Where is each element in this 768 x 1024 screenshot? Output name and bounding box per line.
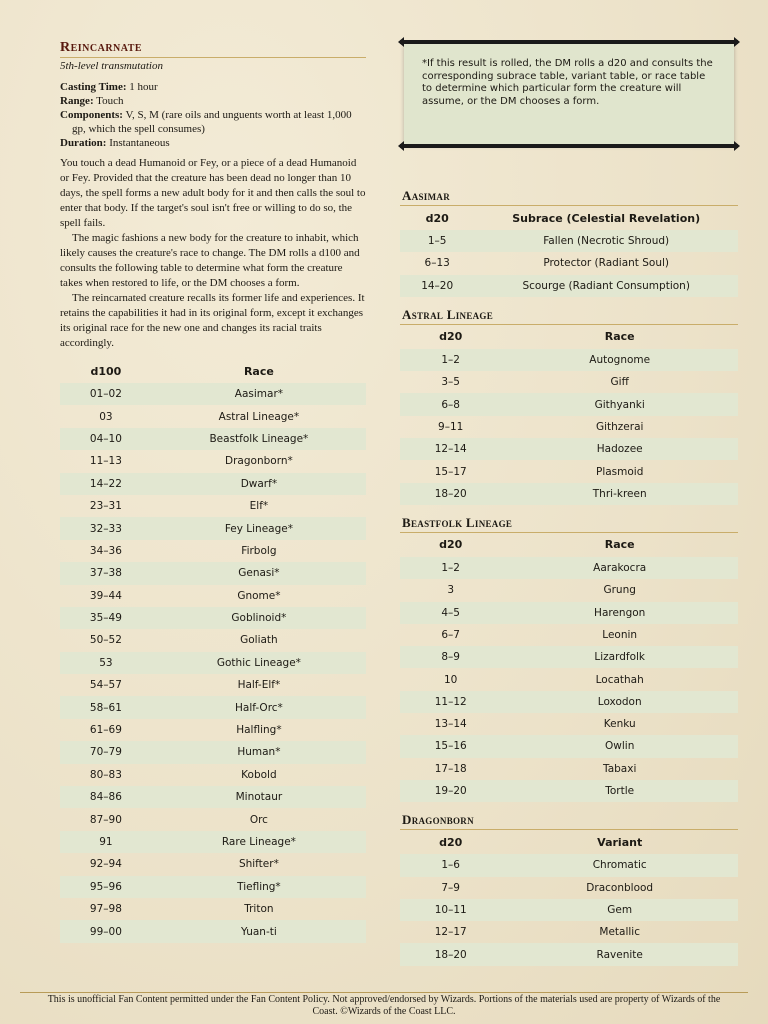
roll-range-cell: 4–5 bbox=[400, 602, 501, 624]
duration: Duration: Instantaneous bbox=[60, 137, 170, 149]
roll-range-cell: 50–52 bbox=[89, 634, 122, 647]
table-row bbox=[400, 230, 738, 252]
spell-paragraph-1: You touch a dead Humanoid or Fey, or a piece of a dead Humanoid or Fey. Provided that the creature has been dead no longer than 10 days, the spell forms a new adult body for it and then calls the soul to enter that body. If the target's soul isn't free or willing to do so, the spell fails. bbox=[60, 157, 366, 229]
roll-range-cell: 10 bbox=[444, 673, 458, 686]
table-row bbox=[400, 438, 738, 460]
result-cell: Human* bbox=[152, 741, 366, 763]
reincarnate-race-table bbox=[60, 359, 366, 943]
table-row bbox=[60, 853, 366, 875]
roll-range-cell: 18–20 bbox=[400, 943, 501, 965]
beastfolk-lineage-table bbox=[400, 533, 738, 802]
result-cell: Orc bbox=[249, 813, 268, 826]
dragonborn-table bbox=[400, 830, 738, 965]
roll-range-cell: 6–13 bbox=[424, 257, 450, 270]
table-row bbox=[400, 349, 738, 371]
roll-range-cell: 32–33 bbox=[60, 517, 152, 539]
roll-range-cell: 12–17 bbox=[434, 926, 467, 939]
table-row bbox=[60, 517, 366, 539]
table-header: d20 bbox=[439, 835, 463, 849]
result-cell: Thri-kreen bbox=[501, 483, 738, 505]
spell-paragraph-2: The magic fashions a new body for the creature to inhabit, which likely causes the creature's race to change. The DM rolls a d100 and consults the following table to determine what form the creature takes when restored to life, or the DM chooses a form. bbox=[60, 232, 360, 289]
roll-range-cell: 54–57 bbox=[89, 679, 122, 692]
table-row bbox=[60, 719, 366, 741]
result-cell: Protector (Radiant Soul) bbox=[543, 257, 670, 270]
roll-range-cell: 10–11 bbox=[400, 899, 501, 921]
result-cell: Githzerai bbox=[595, 420, 644, 433]
result-cell: Gnome* bbox=[237, 589, 281, 602]
result-cell: Triton bbox=[244, 903, 274, 916]
table-header: Race bbox=[604, 538, 635, 552]
table-row bbox=[400, 899, 738, 921]
table-header: Race bbox=[243, 364, 274, 378]
roll-range-cell: 12–14 bbox=[400, 438, 501, 460]
result-cell: Tiefling* bbox=[152, 876, 366, 898]
roll-range-cell: 13–14 bbox=[434, 718, 467, 731]
table-row bbox=[400, 758, 738, 780]
table-row bbox=[400, 780, 738, 802]
roll-range-cell: 17–18 bbox=[434, 762, 467, 775]
roll-range-cell: 35–49 bbox=[60, 607, 152, 629]
result-cell: Dragonborn* bbox=[225, 455, 293, 468]
result-cell: Grung bbox=[603, 584, 636, 597]
note-bottom-rule bbox=[400, 144, 738, 148]
roll-range-cell: 1–6 bbox=[400, 854, 501, 876]
aasimar-heading: Aasimar bbox=[400, 188, 738, 206]
result-cell: Giff bbox=[610, 376, 629, 389]
table-row bbox=[400, 646, 738, 668]
astral-lineage-heading: Astral Lineage bbox=[400, 307, 738, 325]
astral-lineage-table bbox=[400, 325, 738, 505]
roll-range-cell: 03 bbox=[99, 410, 113, 423]
table-row bbox=[400, 252, 738, 274]
table-row bbox=[60, 898, 366, 920]
table-row bbox=[400, 483, 738, 505]
roll-range-cell: 1–5 bbox=[400, 230, 474, 252]
roll-range-cell: 23–31 bbox=[89, 500, 122, 513]
roll-range-cell: 84–86 bbox=[60, 786, 152, 808]
result-cell: Aasimar* bbox=[152, 383, 366, 405]
table-row bbox=[400, 668, 738, 690]
result-cell: Draconblood bbox=[586, 881, 654, 894]
roll-range-cell: 7–9 bbox=[441, 881, 460, 894]
roll-range-cell: 8–9 bbox=[400, 646, 501, 668]
result-cell: Kobold bbox=[241, 768, 277, 781]
roll-range-cell: 3 bbox=[447, 584, 455, 597]
roll-range-cell: 11–12 bbox=[400, 691, 501, 713]
spell-title: Reincarnate bbox=[60, 40, 366, 58]
table-row bbox=[400, 624, 738, 646]
roll-range-cell: 01–02 bbox=[60, 383, 152, 405]
result-cell: Tortle bbox=[501, 780, 738, 802]
result-cell: Hadozee bbox=[501, 438, 738, 460]
roll-range-cell: 92–94 bbox=[89, 858, 122, 871]
table-header: Subrace (Celestial Revelation) bbox=[512, 211, 701, 225]
roll-range-cell: 39–44 bbox=[89, 589, 122, 602]
result-cell: Half-Orc* bbox=[152, 696, 366, 718]
casting-time: Casting Time: 1 hour bbox=[60, 81, 158, 93]
table-row bbox=[400, 602, 738, 624]
table-row bbox=[60, 495, 366, 517]
table-row bbox=[400, 579, 738, 601]
roll-range-cell: 19–20 bbox=[400, 780, 501, 802]
roll-range-cell: 91 bbox=[60, 831, 152, 853]
table-row bbox=[400, 393, 738, 415]
roll-range-cell: 34–36 bbox=[89, 544, 122, 557]
roll-range-cell: 9–11 bbox=[438, 420, 464, 433]
result-cell: Owlin bbox=[501, 735, 738, 757]
roll-range-cell: 3–5 bbox=[441, 376, 460, 389]
beastfolk-lineage-heading: Beastfolk Lineage bbox=[400, 515, 738, 533]
roll-range-cell: 6–8 bbox=[400, 393, 501, 415]
result-cell: Firbolg bbox=[241, 544, 277, 557]
result-cell: Shifter* bbox=[238, 858, 279, 871]
table-header: Race bbox=[604, 330, 635, 344]
table-row bbox=[60, 540, 366, 562]
table-row bbox=[60, 405, 366, 427]
note-box bbox=[400, 40, 738, 152]
table-row bbox=[400, 460, 738, 482]
table-row bbox=[60, 831, 366, 853]
table-row bbox=[400, 735, 738, 757]
table-header: d20 bbox=[439, 330, 463, 344]
table-row bbox=[60, 562, 366, 584]
result-cell: Scourge (Radiant Consumption) bbox=[474, 275, 738, 297]
result-cell: Rare Lineage* bbox=[152, 831, 366, 853]
result-cell: Yuan-ti bbox=[152, 920, 366, 942]
roll-range-cell: 58–61 bbox=[60, 696, 152, 718]
range: Range: Touch bbox=[60, 95, 124, 107]
result-cell: Fallen (Necrotic Shroud) bbox=[474, 230, 738, 252]
roll-range-cell: 15–17 bbox=[434, 465, 467, 478]
result-cell: Tabaxi bbox=[603, 762, 637, 775]
result-cell: Harengon bbox=[501, 602, 738, 624]
roll-range-cell: 61–69 bbox=[89, 724, 122, 737]
table-row bbox=[60, 383, 366, 405]
table-row bbox=[60, 585, 366, 607]
result-cell: Ravenite bbox=[501, 943, 738, 965]
result-cell: Loxodon bbox=[501, 691, 738, 713]
result-cell: Elf* bbox=[249, 500, 269, 513]
roll-range-cell: 97–98 bbox=[89, 903, 122, 916]
roll-range-cell: 15–16 bbox=[400, 735, 501, 757]
result-cell: Beastfolk Lineage* bbox=[152, 428, 366, 450]
table-row bbox=[400, 371, 738, 393]
result-cell: Autognome bbox=[501, 349, 738, 371]
table-row bbox=[60, 920, 366, 942]
table-header: d100 bbox=[90, 364, 122, 378]
result-cell: Genasi* bbox=[152, 562, 366, 584]
dragonborn-heading: Dragonborn bbox=[400, 812, 738, 830]
table-header: Variant bbox=[597, 835, 643, 849]
table-row bbox=[60, 808, 366, 830]
result-cell: Kenku bbox=[603, 718, 636, 731]
roll-range-cell: 70–79 bbox=[60, 741, 152, 763]
roll-range-cell: 14–22 bbox=[60, 473, 152, 495]
table-row bbox=[60, 764, 366, 786]
table-row bbox=[60, 786, 366, 808]
table-header: d20 bbox=[425, 211, 449, 225]
result-cell: Dwarf* bbox=[152, 473, 366, 495]
result-cell: Githyanki bbox=[501, 393, 738, 415]
table-row bbox=[400, 713, 738, 735]
roll-range-cell: 18–20 bbox=[400, 483, 501, 505]
spell-subtitle: 5th-level transmutation bbox=[60, 60, 163, 72]
roll-range-cell: 87–90 bbox=[89, 813, 122, 826]
result-cell: Astral Lineage* bbox=[218, 410, 300, 423]
roll-range-cell: 1–2 bbox=[400, 349, 501, 371]
result-cell: Goblinoid* bbox=[152, 607, 366, 629]
table-row bbox=[60, 741, 366, 763]
result-cell: Plasmoid bbox=[596, 465, 644, 478]
result-cell: Gem bbox=[501, 899, 738, 921]
result-cell: Aarakocra bbox=[501, 557, 738, 579]
result-cell: Leonin bbox=[602, 629, 638, 641]
table-row bbox=[400, 275, 738, 297]
table-row bbox=[400, 691, 738, 713]
result-cell: Minotaur bbox=[152, 786, 366, 808]
table-row bbox=[60, 876, 366, 898]
table-header: d20 bbox=[439, 538, 463, 552]
roll-range-cell: 6–7 bbox=[441, 629, 460, 641]
result-cell: Gothic Lineage* bbox=[152, 652, 366, 674]
result-cell: Fey Lineage* bbox=[152, 517, 366, 539]
left-column bbox=[60, 40, 366, 943]
table-row bbox=[60, 696, 366, 718]
footer-legal-text: This is unofficial Fan Content permitted under the Fan Content Policy. Not approved/endorsed by Wizards. Portions of the materials used are property of Wizards of the Coast. ©Wizards of the Coast LLC. bbox=[47, 994, 721, 1017]
roll-range-cell: 53 bbox=[60, 652, 152, 674]
table-row bbox=[60, 473, 366, 495]
table-row bbox=[400, 943, 738, 965]
roll-range-cell: 95–96 bbox=[60, 876, 152, 898]
table-row bbox=[400, 416, 738, 438]
table-row bbox=[400, 854, 738, 876]
aasimar-table bbox=[400, 206, 738, 297]
right-column bbox=[400, 40, 738, 966]
result-cell: Half-Elf* bbox=[237, 679, 281, 692]
roll-range-cell: 99–00 bbox=[60, 920, 152, 942]
result-cell: Lizardfolk bbox=[501, 646, 738, 668]
components: Components: V, S, M (rare oils and unguents worth at least 1,000 gp, which the spell consumes) bbox=[60, 109, 352, 135]
roll-range-cell: 04–10 bbox=[60, 428, 152, 450]
table-row bbox=[400, 877, 738, 899]
result-cell: Locathah bbox=[595, 673, 644, 686]
table-row bbox=[60, 629, 366, 651]
roll-range-cell: 14–20 bbox=[400, 275, 474, 297]
roll-range-cell: 1–2 bbox=[400, 557, 501, 579]
result-cell: Halfling* bbox=[236, 724, 282, 737]
footer-rule bbox=[20, 992, 748, 993]
result-cell: Goliath bbox=[240, 634, 278, 647]
spell-paragraph-3: The reincarnated creature recalls its former life and experiences. It retains the capabilities it had in its original form, except it exchanges its original race for the new one and changes its racial traits accordingly. bbox=[60, 292, 365, 349]
table-row bbox=[60, 428, 366, 450]
result-cell: Metallic bbox=[599, 926, 640, 939]
table-row bbox=[60, 652, 366, 674]
table-row bbox=[60, 607, 366, 629]
table-row bbox=[400, 557, 738, 579]
note-text: *If this result is rolled, the DM rolls a d20 and consults the corresponding subrace table, variant table, or race table to determine which particular form the creature will assume, or the DM chooses a form. bbox=[404, 44, 734, 144]
roll-range-cell: 11–13 bbox=[89, 455, 122, 468]
table-row bbox=[60, 450, 366, 472]
table-row bbox=[60, 674, 366, 696]
result-cell: Chromatic bbox=[501, 854, 738, 876]
roll-range-cell: 80–83 bbox=[89, 768, 122, 781]
roll-range-cell: 37–38 bbox=[60, 562, 152, 584]
table-row bbox=[400, 921, 738, 943]
